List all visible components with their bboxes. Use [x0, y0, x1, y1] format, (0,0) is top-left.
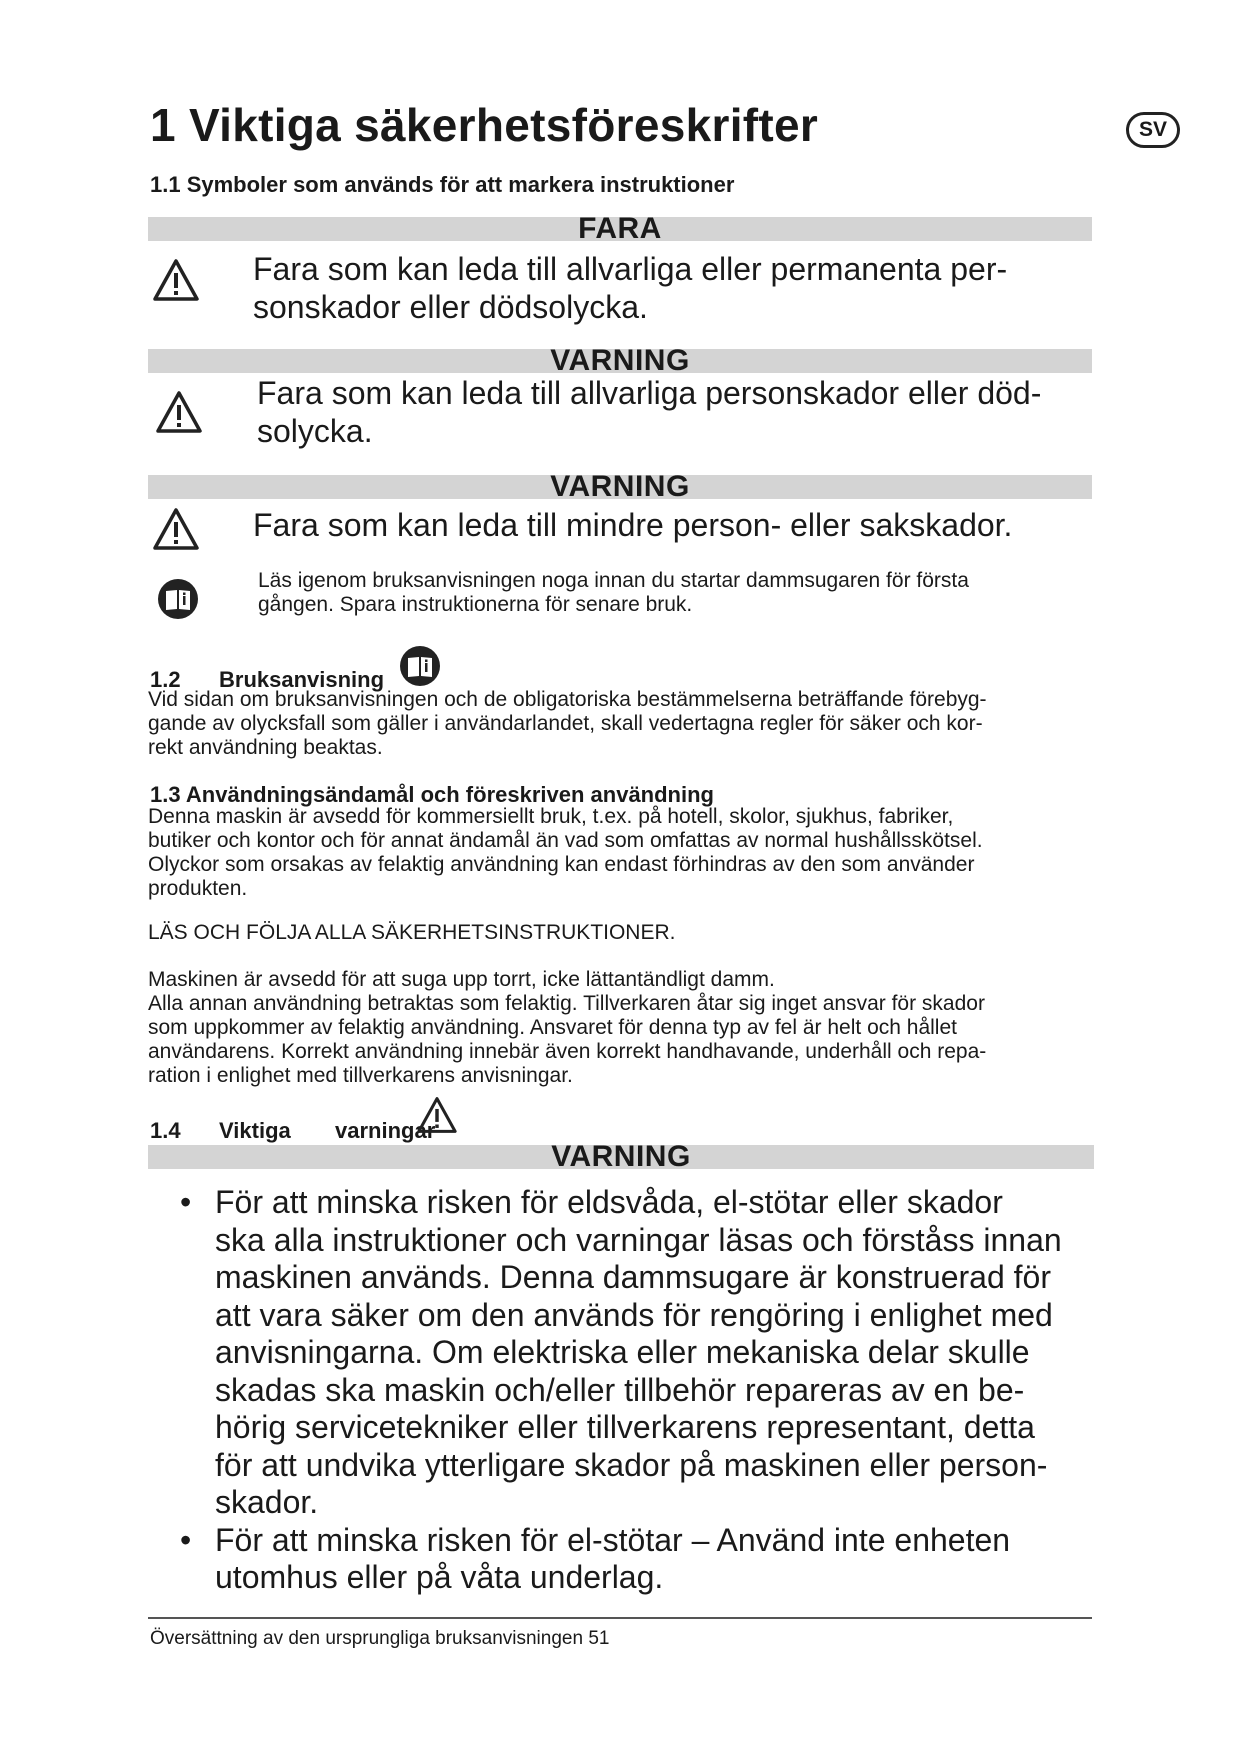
section-1-4-number: 1.4 [150, 1118, 181, 1143]
section-1-2-text: Vid sidan om bruksanvisningen och de obligatoriska bestämmelserna beträffande förebyg- gande av olycksfall som gäller i användarlandet, skall vedertagna regler för säker och kor- rekt användning beaktas. [148, 688, 987, 759]
warning-triangle-icon [152, 507, 200, 551]
section-1-3-para1: Denna maskin är avsedd för kommersiellt bruk, t.ex. på hotell, skolor, sjukhus, fabriker, butiker och kontor och för annat ändamål än vad som omfattas av normal hushållsskötsel. Olyckor som orsakas av felaktig användning kan endast förhindras av den som använder produkten. [148, 805, 983, 900]
manual-book-icon [157, 578, 199, 620]
warning-triangle-icon [152, 258, 200, 302]
warning-label-1: VARNING [550, 344, 690, 377]
danger-text: Fara som kan leda till allvarliga eller permanenta per- sonskador eller dödsolycka. [253, 251, 1008, 325]
warning-bar-2 [148, 470, 1092, 503]
page-title: 1 Viktiga säkerhetsföreskrifter [150, 99, 819, 151]
warning-bar-3 [148, 1140, 1094, 1173]
danger-label: FARA [578, 212, 662, 245]
warning-triangle-icon [155, 390, 203, 434]
section-1-3-para3: Maskinen är avsedd för att suga upp torrt, icke lättantändligt damm. Alla annan användning betraktas som felaktig. Tillverkaren åtar sig inget ansvar för skador som uppkommer av felaktig användning. Ansvaret för denna typ av fel är helt och hållet användarens. Korrekt användning innebär även korrekt handhavande, underhåll och repa- ration i enlighet med tillverkarens anvisningar. [148, 968, 987, 1087]
warning-triangle-icon [416, 1096, 458, 1134]
warning-label-3: VARNING [551, 1140, 691, 1173]
page-footer: Översättning av den ursprungliga bruksanvisningen 51 [150, 1628, 610, 1649]
list-item: • För att minska risken för eldsvåda, el-stötar eller skador ska alla instruktioner och varningar läsas och förståss innan maskinen används. Denna dammsugare är konstruerad för att vara säker om den används för rengöring i enlighet med anvisningarna. Om elektriska eller mekaniska delar skulle skadas ska maskin och/eller tillbehör repareras av en be- hörig servicetekniker eller tillverkarens representant, detta för att undvika ytterligare skador på maskinen eller person- skador. [155, 1184, 1085, 1522]
warning-text-1: Fara som kan leda till allvarliga personskador eller död- solycka. [257, 375, 1042, 449]
list-item: • För att minska risken för el-stötar – Använd inte enheten utomhus eller på våta underlag. [155, 1522, 1085, 1597]
language-badge: SV [1126, 112, 1180, 148]
section-1-3-para2: LÄS OCH FÖLJA ALLA SÄKERHETSINSTRUKTIONER. [148, 921, 676, 944]
section-1-2-number: 1.2 [150, 667, 181, 692]
section-1-2-title: Bruksanvisning [219, 667, 385, 692]
warning-text-2: Fara som kan leda till mindre person- eller sakskador. [253, 507, 1013, 543]
section-1-3-heading: 1.3 Användningsändamål och föreskriven användning [150, 782, 714, 807]
footer-divider [148, 1617, 1092, 1619]
manual-book-icon [399, 645, 441, 687]
warning-bullet-list [155, 1184, 1085, 1597]
warning-label-2: VARNING [550, 470, 690, 503]
manual-text: Läs igenom bruksanvisningen noga innan du startar dammsugaren för första gången. Spara instruktionerna för senare bruk. [258, 569, 969, 616]
warning-bar-1 [148, 344, 1092, 377]
danger-bar [148, 212, 1092, 245]
section-1-4-word1: Viktiga [219, 1118, 291, 1143]
section-1-1-heading: 1.1 Symboler som används för att markera instruktioner [150, 172, 735, 197]
section-1-4-word2: varningar [335, 1118, 436, 1143]
